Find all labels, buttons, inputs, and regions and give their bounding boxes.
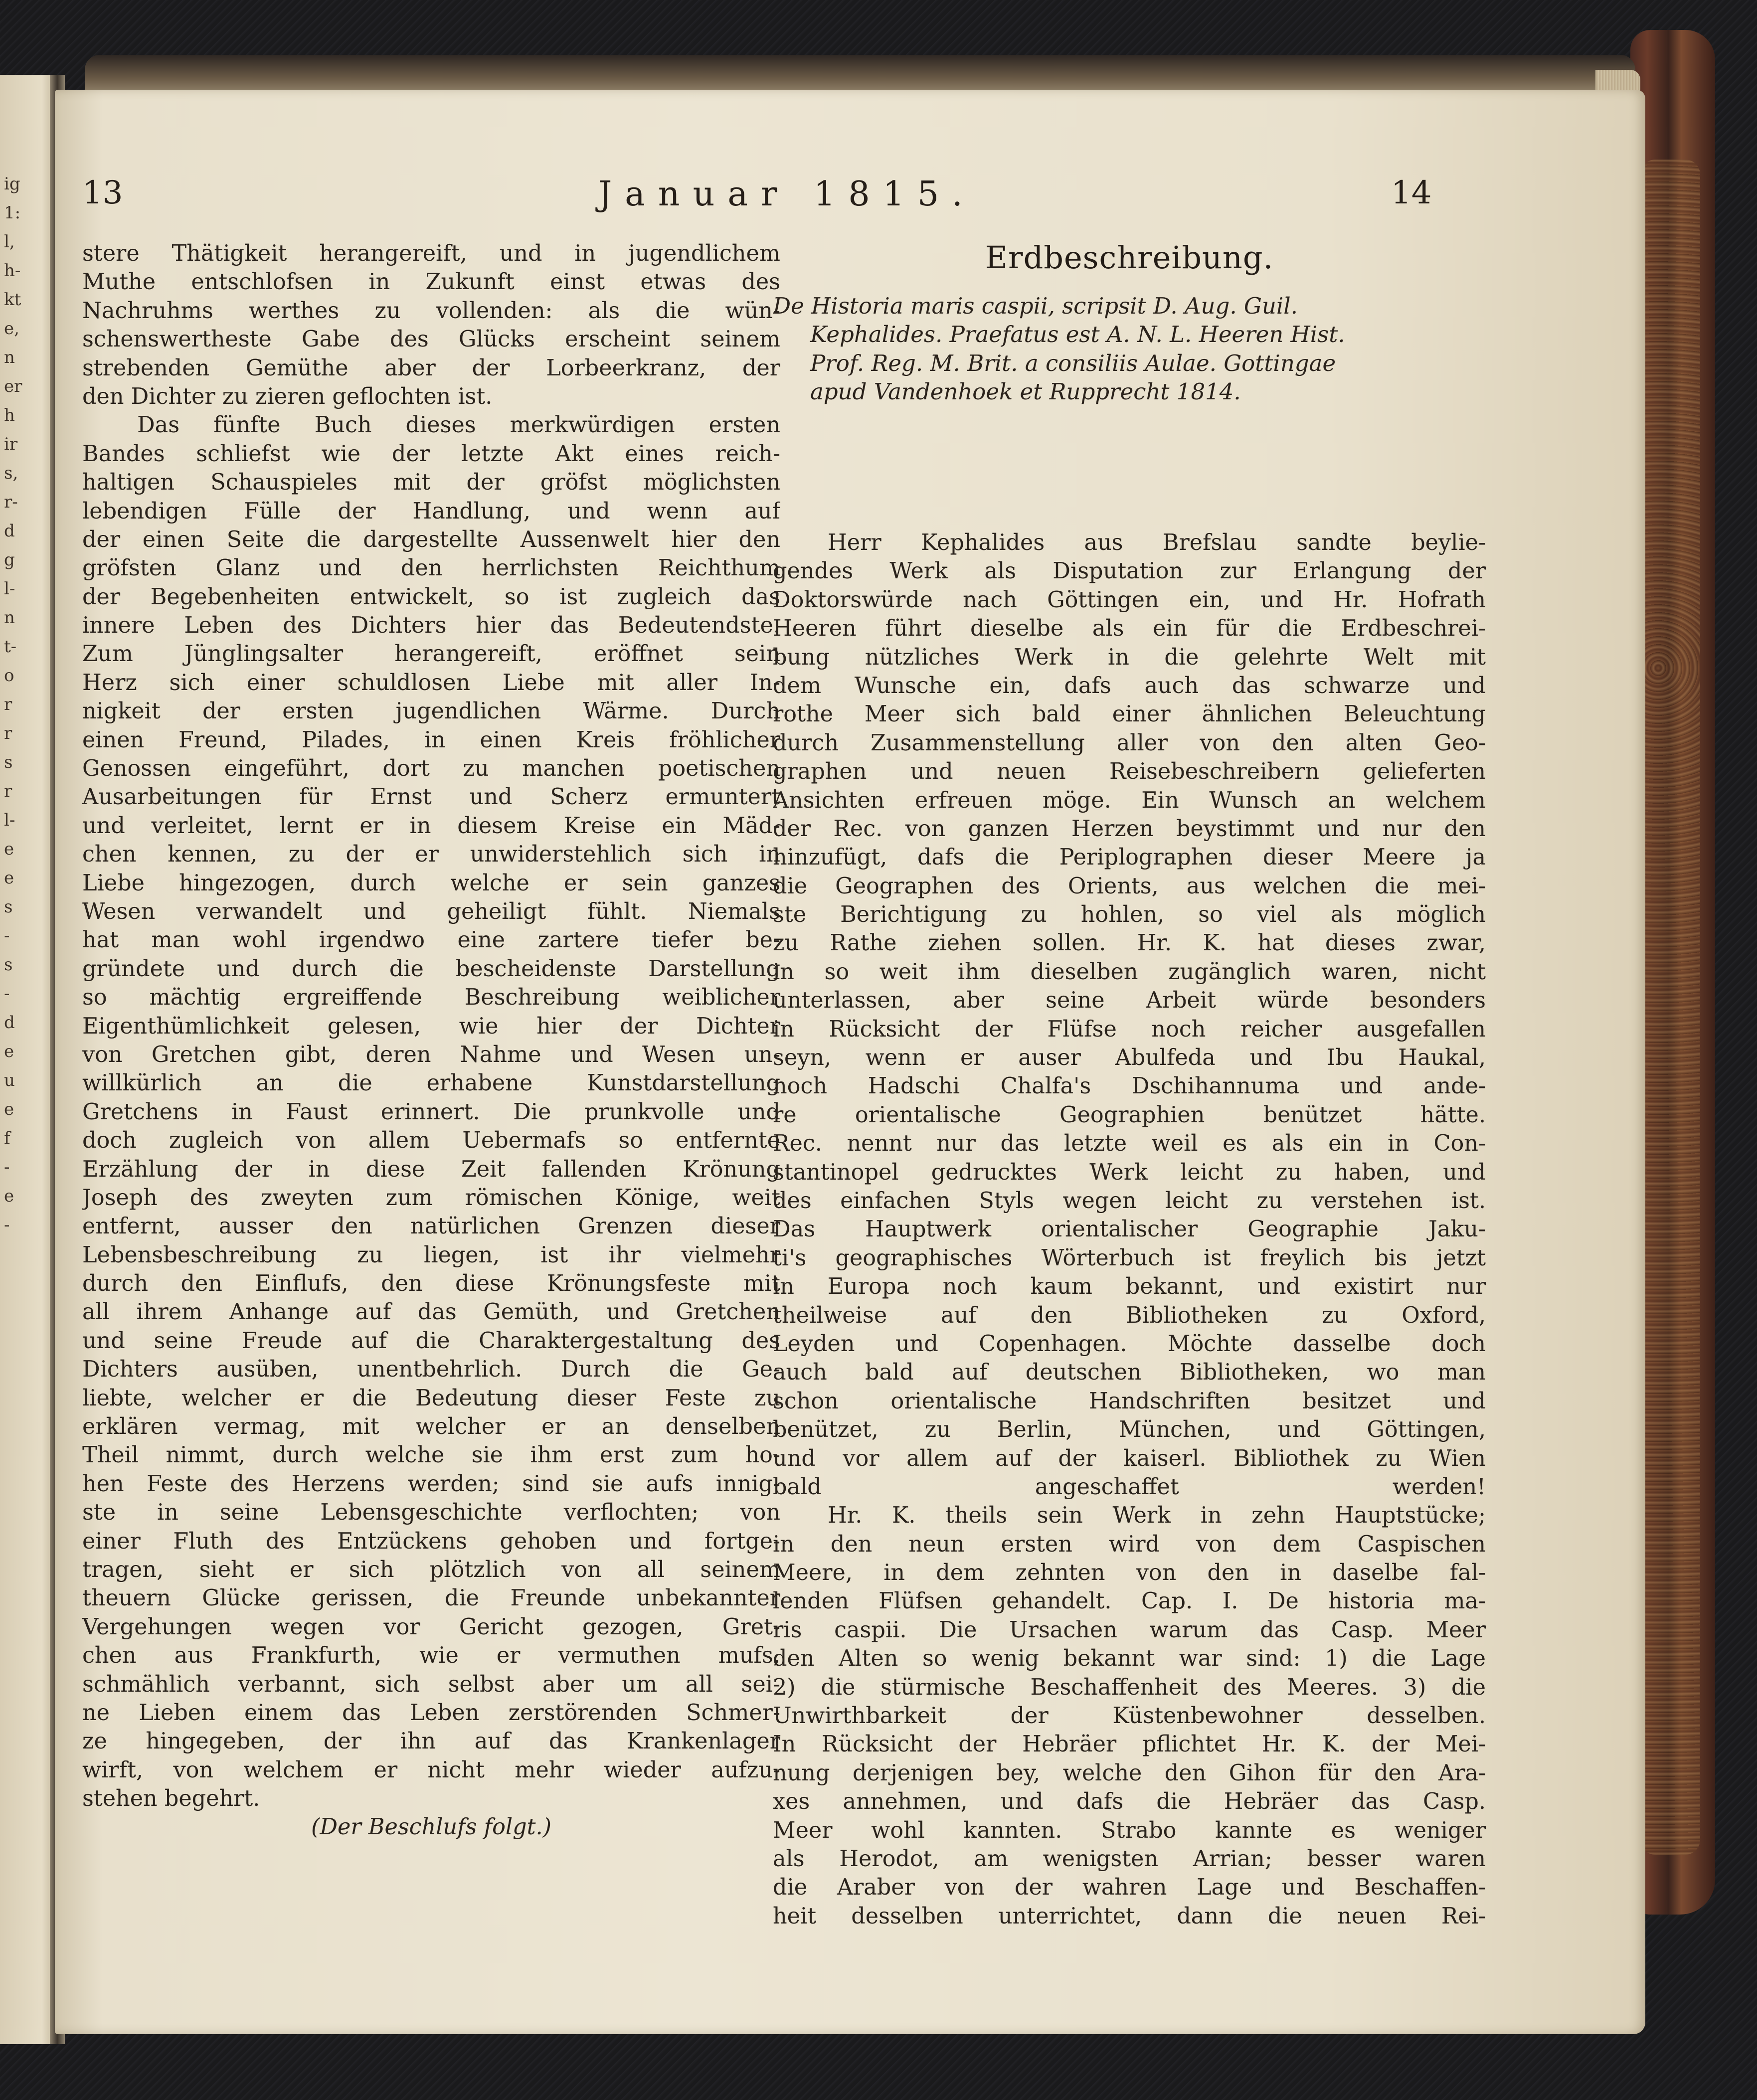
text-line: durch den Einflufs, den diese Krönungsfeste mit: [82, 1271, 780, 1297]
text-line: seyn, wenn er auser Abulfeda und Ibu Haukal,: [773, 1045, 1486, 1071]
text-line: schon orientalische Handschriften besitzet und: [773, 1388, 1486, 1414]
text-line: zu Rathe ziehen sollen. Hr. K. hat dieses zwar,: [773, 930, 1486, 956]
text-line: strebenden Gemüthe aber der Lorbeerkranz, der: [82, 355, 780, 381]
edge-fragment: l-: [4, 579, 15, 599]
text-line: Das fünfte Buch dieses merkwürdigen ersten: [137, 412, 780, 438]
continuation-note: (Der Beschlufs folgt.): [311, 1814, 551, 1840]
edge-fragment: 1:: [4, 203, 21, 223]
bibliography-line: Prof. Reg. M. Brit. a consiliis Aulae. Gottingae: [810, 350, 1336, 376]
text-line: einer Fluth des Entzückens gehoben und fortge-: [82, 1528, 780, 1554]
bibliography-line: apud Vandenhoek et Rupprecht 1814.: [810, 378, 1241, 405]
text-line: Nachruhms werthes zu vollenden: als die wün-: [82, 298, 780, 324]
text-line: chen kennen, zu der er unwiderstehlich sich in: [82, 842, 780, 868]
text-line: als Herodot, am wenigsten Arrian; besser waren: [773, 1846, 1486, 1872]
edge-fragment: -: [4, 926, 10, 946]
text-line: Dichters ausüben, unentbehrlich. Durch die Ge-: [82, 1357, 780, 1383]
text-line: re orientalische Geographien benützet hätte.: [773, 1102, 1486, 1128]
text-line: ti's geographisches Wörterbuch ist freylich bis jetzt: [773, 1245, 1486, 1271]
edge-fragment: -: [4, 984, 10, 1004]
text-line: und verleitet, lernt er in diesem Kreise ein Mäd-: [82, 813, 780, 839]
text-line: Heeren führt dieselbe als ein für die Erdbeschrei-: [773, 616, 1486, 642]
text-line: der Rec. von ganzen Herzen beystimmt und nur den: [773, 816, 1486, 842]
edge-fragment: s: [4, 752, 13, 772]
edge-fragment: e: [4, 868, 14, 888]
text-line: hat man wohl irgendwo eine zartere tiefer be-: [82, 927, 780, 953]
text-line: all ihrem Anhange auf das Gemüth, und Gretchen: [82, 1299, 780, 1325]
text-line: Vergehungen wegen vor Gericht gezogen, Gret-: [82, 1614, 780, 1640]
edge-fragment: t-: [4, 637, 17, 657]
text-line: gendes Werk als Disputation zur Erlangung der: [773, 558, 1486, 584]
text-line: ris caspii. Die Ursachen warum das Casp. Meer: [773, 1617, 1486, 1643]
edge-fragment: e: [4, 1186, 14, 1206]
text-line: die Araber von der wahren Lage und Beschaffen-: [773, 1875, 1486, 1901]
text-line: ne Lieben einem das Leben zerstörenden Schmer-: [82, 1700, 780, 1726]
text-line: unterlassen, aber seine Arbeit würde besonders: [773, 988, 1486, 1014]
text-line: Meer wohl kannten. Strabo kannte es weniger: [773, 1817, 1486, 1843]
text-line: auch bald auf deutschen Bibliotheken, wo man: [773, 1360, 1486, 1386]
edge-fragment: r: [4, 695, 12, 714]
text-line: einen Freund, Pilades, in einen Kreis fröhlicher: [82, 727, 780, 753]
edge-fragment: h-: [4, 261, 21, 281]
edge-fragment: -: [4, 1215, 10, 1235]
text-line: Wesen verwandelt und geheiligt fühlt. Niemals: [82, 898, 780, 924]
running-head: Januar 1815.: [598, 175, 976, 214]
left-page-number: 13: [82, 175, 123, 211]
text-line: dem Wunsche ein, dafs auch das schwarze und: [773, 673, 1486, 699]
text-line: Unwirthbarkeit der Küstenbewohner desselben.: [773, 1703, 1486, 1729]
text-line: theilweise auf den Bibliotheken zu Oxford,: [773, 1302, 1486, 1328]
text-line: benützet, zu Berlin, München, und Göttingen,: [773, 1417, 1486, 1443]
edge-fragment: o: [4, 666, 14, 686]
text-line: chen aus Frankfurth, wie er vermuthen mufs,: [82, 1643, 780, 1669]
edge-fragment: -: [4, 1157, 10, 1177]
text-line: Gretchens in Faust erinnert. Die prunkvolle und: [82, 1099, 780, 1125]
text-line: stehen begehrt.: [82, 1786, 260, 1812]
text-line: Meere, in dem zehnten von den in daselbe fal-: [773, 1560, 1486, 1586]
left-column: [82, 239, 780, 1842]
text-line: Theil nimmt, durch welche sie ihm erst zum ho-: [82, 1442, 780, 1468]
text-line: noch Hadschi Chalfa's Dschihannuma und ande-: [773, 1073, 1486, 1099]
text-line: gründete und durch die bescheidenste Darstellung: [82, 956, 780, 982]
text-line: hinzufügt, dafs die Periplographen dieser Meere ja: [773, 845, 1486, 871]
text-line: hen Feste des Herzens werden; sind sie aufs innig-: [82, 1471, 780, 1497]
text-line: der einen Seite die dargestellte Aussenwelt hier den: [82, 526, 780, 552]
edge-fragment: e: [4, 1042, 14, 1061]
edge-fragment: e: [4, 1099, 14, 1119]
edge-fragment: g: [4, 550, 15, 570]
text-line: so mächtig ergreiffende Beschreibung weiblicher: [82, 985, 780, 1011]
text-line: Eigenthümlichkeit gelesen, wie hier der Dichter: [82, 1013, 780, 1039]
text-line: ste Berichtigung zu hohlen, so viel als möglich: [773, 902, 1486, 928]
text-line: In Rücksicht der Hebräer pflichtet Hr. K. der Mei-: [773, 1732, 1486, 1757]
previous-page-fragments: [4, 170, 34, 1239]
text-line: den Alten so wenig bekannt war sind: 1) die Lage: [773, 1646, 1486, 1672]
text-line: willkürlich an die erhabene Kunstdarstellung: [82, 1070, 780, 1096]
text-line: 2) die stürmische Beschaffenheit des Meeres. 3) die: [773, 1674, 1486, 1700]
text-line: nung derjenigen bey, welche den Gihon für den Ara-: [773, 1760, 1486, 1786]
bibliography-line: De Historia maris caspii, scripsit D. Aug. Guil.: [773, 293, 1298, 319]
text-line: Lebensbeschreibung zu liegen, ist ihr vielmehr: [82, 1242, 780, 1268]
edge-fragment: n: [4, 348, 15, 367]
text-line: Muthe entschlofsen in Zukunft einst etwas des: [82, 269, 780, 295]
text-line: in den neun ersten wird von dem Caspischen: [773, 1531, 1486, 1557]
text-line: nigkeit der ersten jugendlichen Wärme. Durch: [82, 699, 780, 724]
text-line: schmählich verbannt, sich selbst aber um all sei-: [82, 1671, 780, 1697]
text-line: lebendigen Fülle der Handlung, und wenn auf: [82, 498, 780, 524]
text-line: graphen und neuen Reisebeschreibern gelieferten: [773, 759, 1486, 785]
edge-fragment: u: [4, 1070, 15, 1090]
text-line: bung nützliches Werk in die gelehrte Welt mit: [773, 644, 1486, 670]
edge-fragment: er: [4, 376, 22, 396]
edge-fragment: d: [4, 521, 15, 541]
text-line: stere Thätigkeit herangereift, und in jugendlichem: [82, 241, 780, 266]
text-line: lenden Flüfsen gehandelt. Cap. I. De historia ma-: [773, 1588, 1486, 1614]
text-line: xes annehmen, und dafs die Hebräer das Casp.: [773, 1789, 1486, 1815]
edge-fragment: ig: [4, 174, 20, 194]
bibliography-entry: [773, 292, 1486, 406]
text-line: haltigen Schauspieles mit der gröfst möglichsten: [82, 470, 780, 496]
text-line: entfernt, ausser den natürlichen Grenzen dieser: [82, 1214, 780, 1239]
text-line: des einfachen Styls wegen leicht zu verstehen ist.: [773, 1188, 1486, 1214]
edge-fragment: s,: [4, 463, 18, 483]
text-line: liebte, welcher er die Bedeutung dieser Feste zu: [82, 1385, 780, 1411]
edge-fragment: kt: [4, 290, 21, 310]
text-line: durch Zusammenstellung aller von den alten Geo-: [773, 730, 1486, 756]
text-line: theuern Glücke gerissen, die Freunde unbekannter: [82, 1585, 780, 1611]
text-line: Zum Jünglingsalter herangereift, eröffnet sein: [82, 641, 780, 667]
edge-fragment: e,: [4, 319, 19, 339]
text-line: und seine Freude auf die Charaktergestaltung des: [82, 1328, 780, 1354]
edge-fragment: s: [4, 955, 13, 975]
book-page: [55, 90, 1645, 2034]
edge-fragment: e: [4, 839, 14, 859]
text-line: und vor allem auf der kaiserl. Bibliothek zu Wien: [773, 1445, 1486, 1471]
edge-fragment: ir: [4, 434, 18, 454]
text-line: Ansichten erfreuen möge. Ein Wunsch an welchem: [773, 787, 1486, 813]
edge-fragment: r-: [4, 492, 18, 512]
text-line: Das Hauptwerk orientalischer Geographie Jaku-: [773, 1217, 1486, 1242]
text-line: Genossen eingeführt, dort zu manchen poetischen: [82, 756, 780, 782]
text-line: Bandes schliefst wie der letzte Akt eines reich-: [82, 441, 780, 467]
text-line: Liebe hingezogen, durch welche er sein ganzes: [82, 870, 780, 896]
text-line: tragen, sieht er sich plötzlich von all seinem: [82, 1557, 780, 1582]
text-line: bald angeschaffet werden!: [773, 1474, 1486, 1500]
text-line: rothe Meer sich bald einer ähnlichen Beleuchtung: [773, 701, 1486, 727]
edge-fragment: l,: [4, 232, 15, 252]
text-line: in so weit ihm dieselben zugänglich waren, nicht: [773, 959, 1486, 985]
text-line: erklären vermag, mit welcher er an denselben: [82, 1414, 780, 1440]
text-line: den Dichter zu zieren geflochten ist.: [82, 383, 493, 409]
text-line: die Geographen des Orients, aus welchen die mei-: [773, 873, 1486, 899]
text-line: ste in seine Lebensgeschichte verflochten; von: [82, 1500, 780, 1526]
edge-fragment: h: [4, 405, 15, 425]
edge-fragment: s: [4, 897, 13, 917]
edge-fragment: r: [4, 723, 12, 743]
text-line: Rec. nennt nur das letzte weil es als ein in Con-: [773, 1131, 1486, 1157]
text-line: in Rücksicht der Flüfse noch reicher ausgefallen: [773, 1016, 1486, 1042]
edge-fragment: n: [4, 608, 15, 628]
edge-fragment: f: [4, 1128, 10, 1148]
text-line: von Gretchen gibt, deren Nahme und Wesen un-: [82, 1042, 780, 1067]
cover-marbling: [1640, 160, 1700, 1855]
text-line: Doktorswürde nach Göttingen ein, und Hr. Hofrath: [773, 587, 1486, 613]
edge-fragment: r: [4, 781, 12, 801]
text-line: gröfsten Glanz und den herrlichsten Reichthum: [82, 555, 780, 581]
text-line: Leyden und Copenhagen. Möchte dasselbe doch: [773, 1331, 1486, 1357]
bibliography-line: Kephalides. Praefatus est A. N. L. Heeren Hist.: [810, 321, 1345, 348]
text-line: doch zugleich von allem Uebermafs so entfernte: [82, 1128, 780, 1154]
text-line: innere Leben des Dichters hier das Bedeutendste.: [82, 613, 780, 639]
edge-fragment: d: [4, 1013, 15, 1033]
text-line: Erzählung der in diese Zeit fallenden Krönung: [82, 1156, 780, 1182]
right-column: [773, 528, 1486, 1930]
text-line: Hr. K. theils sein Werk in zehn Hauptstücke;: [828, 1503, 1486, 1529]
text-line: der Begebenheiten entwickelt, so ist zugleich das: [82, 584, 780, 610]
text-line: wirft, von welchem er nicht mehr wieder aufzu-: [82, 1757, 780, 1783]
section-title: Erdbeschreibung.: [985, 239, 1274, 276]
edge-fragment: l-: [4, 810, 15, 830]
text-line: Ausarbeitungen für Ernst und Scherz ermuntert: [82, 784, 780, 810]
text-line: schenswertheste Gabe des Glücks erscheint seinem: [82, 327, 780, 352]
text-line: ze hingegeben, der ihn auf das Krankenlager: [82, 1729, 780, 1754]
text-line: in Europa noch kaum bekannt, und existirt nur: [773, 1274, 1486, 1300]
text-line: Joseph des zweyten zum römischen Könige, weit: [82, 1185, 780, 1211]
text-line: Herz sich einer schuldlosen Liebe mit aller In-: [82, 670, 780, 696]
text-line: stantinopel gedrucktes Werk leicht zu haben, und: [773, 1159, 1486, 1185]
text-line: Herr Kephalides aus Brefslau sandte beylie-: [828, 530, 1486, 555]
text-line: heit desselben unterrichtet, dann die neuen Rei-: [773, 1903, 1486, 1929]
right-page-number: 14: [1391, 175, 1432, 211]
